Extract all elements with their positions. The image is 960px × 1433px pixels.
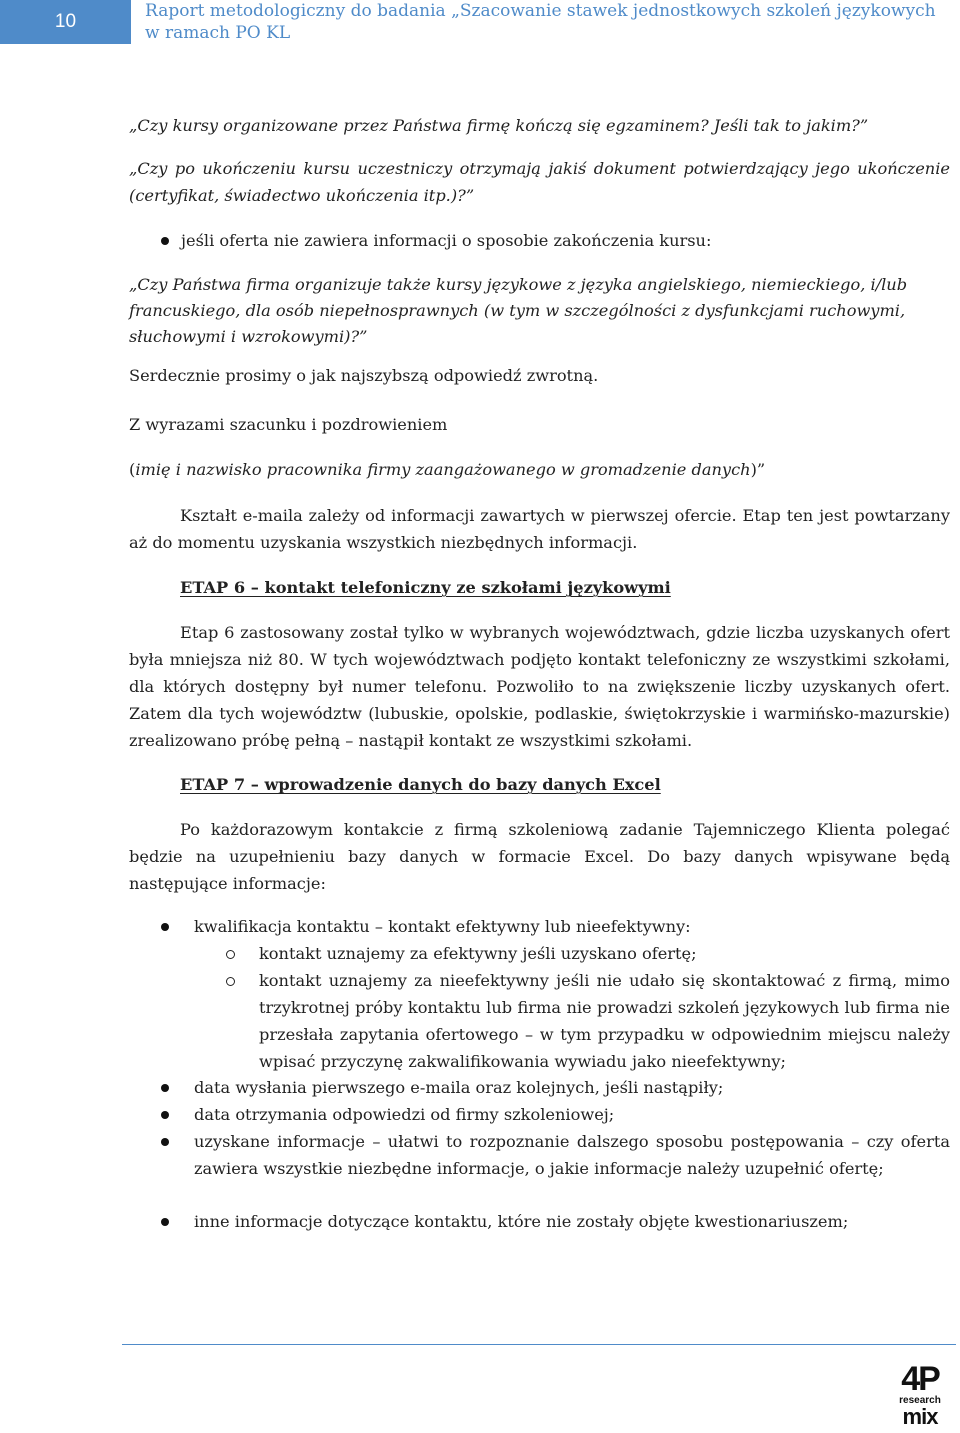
etap7-paragraph: Po każdorazowym kontakcie z firmą szkoleniową zadanie Tajemniczego Klienta polegać będzie na uzupełnieniu bazy danych w formacie Excel. Do bazy danych wpisywane będą następujące informacje: (129, 820, 950, 893)
logo-mix: mix (902, 1404, 938, 1429)
bullet-intro: jeśli oferta nie zawiera informacji o sposobie zakończenia kursu: (181, 231, 712, 250)
quote-exam: „Czy kursy organizowane przez Państwa firmę kończą się egzaminem? Jeśli tak to jakim?” (129, 116, 869, 135)
bullet-icon (161, 237, 169, 245)
list-subitem-effective: kontakt uznajemy za efektywny jeśli uzyskano ofertę; (259, 944, 697, 963)
signature-close: )” (750, 460, 766, 479)
bullet-icon (161, 1138, 169, 1146)
bullet-icon (161, 923, 169, 931)
list-subitem-ineffective: kontakt uznajemy za nieefektywny jeśli nie udało się skontaktować z firmą, mimo trzykrotnej próby kontaktu lub firma nie prowadzi szkoleń językowych lub firma nie przesłała zapytania ofertowego – w tym przypadku w odpowiednim miejscu należy wpisać przyczynę zakwalifikowania wywiadu jako nieefektywny; (259, 971, 950, 1071)
footer-divider (122, 1344, 956, 1345)
page-header (0, 0, 960, 50)
logo-research: research (899, 1395, 941, 1406)
etap7-heading: ETAP 7 – wprowadzenie danych do bazy danych Excel (180, 775, 661, 794)
list-item-sent-date: data wysłania pierwszego e-maila oraz kolejnych, jeśli nastąpiły; (194, 1078, 724, 1097)
closing-regards: Z wyrazami szacunku i pozdrowieniem (129, 415, 448, 434)
circle-bullet-icon (226, 977, 235, 986)
list-item-other: inne informacje dotyczące kontaktu, które nie zostały objęte kwestionariuszem; (194, 1212, 849, 1231)
bullet-icon (161, 1111, 169, 1119)
circle-bullet-icon (226, 950, 235, 959)
logo-4p: 4P (901, 1360, 939, 1398)
bullet-icon (161, 1084, 169, 1092)
quote-certificate: „Czy po ukończeniu kursu uczestniczy otrzymają jakiś dokument potwierdzający jego ukończenie (certyfikat, świadectwo ukończenia itp.)?” (129, 159, 950, 205)
company-logo (896, 1360, 944, 1429)
list-item-information: uzyskane informacje – ułatwi to rozpoznanie dalszego sposobu postępowania – czy oferta zawiera wszystkie niezbędne informacje, o jakie informacje należy uzupełnić ofertę; (194, 1132, 950, 1178)
signature-line (129, 456, 950, 483)
email-paragraph: Kształt e-maila zależy od informacji zawartych w pierwszej ofercie. Etap ten jest powtarzany aż do momentu uzyskania wszystkich niezbędnych informacji. (129, 506, 950, 552)
list-item-qualification: kwalifikacja kontaktu – kontakt efektywny lub nieefektywny: (194, 917, 691, 936)
quote-disabled: „Czy Państwa firma organizuje także kursy językowe z języka angielskiego, niemieckiego, i/lub francuskiego, dla osób niepełnosprawnych (w tym w szczególności z dysfunkcjami ruchowymi, słuchowymi i wzrokowymi)?” (129, 275, 908, 346)
bullet-icon (161, 1218, 169, 1226)
signature-open: ( (129, 460, 136, 479)
etap6-heading: ETAP 6 – kontakt telefoniczny ze szkołami językowymi (180, 578, 671, 597)
closing-request: Serdecznie prosimy o jak najszybszą odpowiedź zwrotną. (129, 366, 599, 385)
list-item-response-date: data otrzymania odpowiedzi od firmy szkoleniowej; (194, 1105, 615, 1124)
page-number: 10 (0, 0, 131, 44)
signature-text: imię i nazwisko pracownika firmy zaangażowanego w gromadzenie danych (135, 460, 751, 479)
header-title: Raport metodologiczny do badania „Szacowanie stawek jednostkowych szkoleń językowych w ramach PO KL (145, 1, 936, 43)
etap6-paragraph: Etap 6 zastosowany został tylko w wybranych województwach, gdzie liczba uzyskanych ofert była mniejsza niż 80. W tych województwach podjęto kontakt telefoniczny ze wszystkimi szkołami, dla których dostępny był numer telefonu. Pozwoliło to na zwiększenie liczby uzyskanych ofert. Zatem dla tych województw (lubuskie, opolskie, podlaskie, świętokrzyskie i warmińsko-mazurskie) zrealizowano próbę pełną – nastąpił kontakt ze wszystkimi szkołami. (129, 623, 950, 750)
